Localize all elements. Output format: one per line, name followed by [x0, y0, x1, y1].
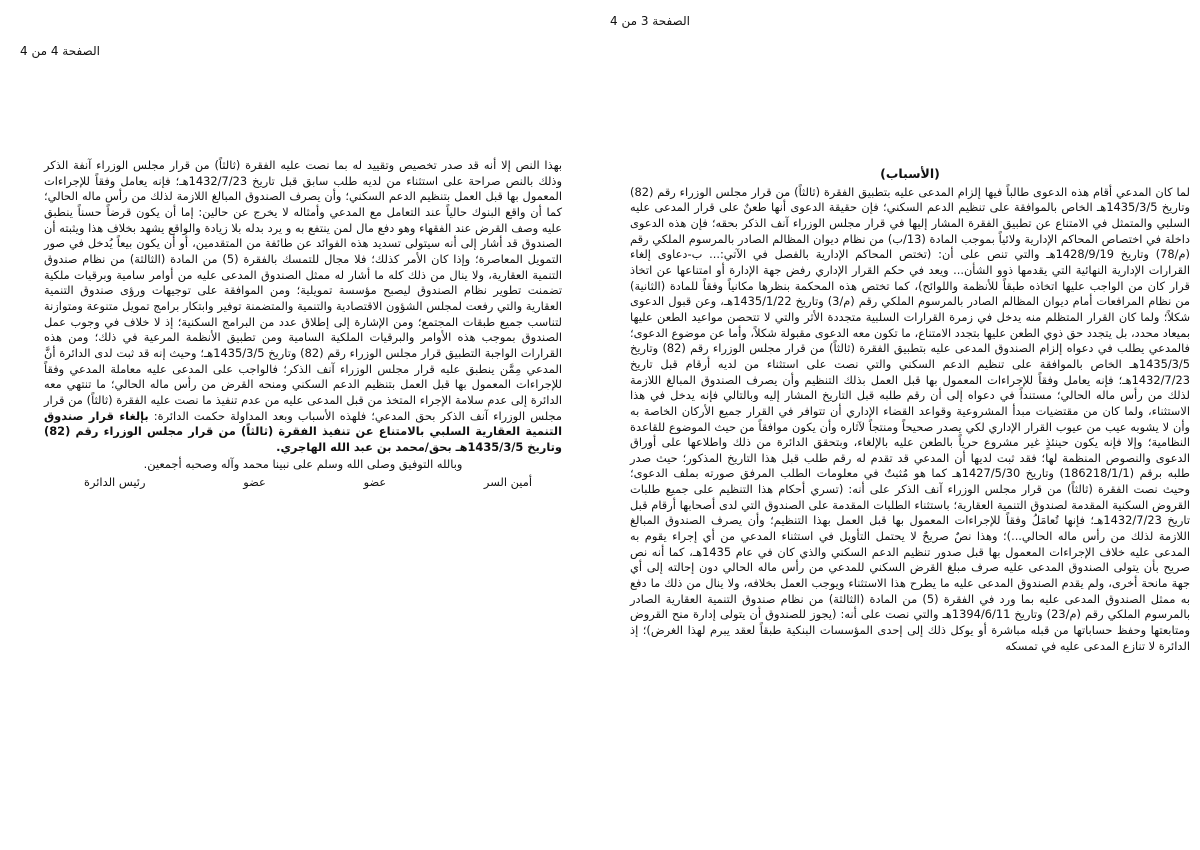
page-number: الصفحة 3 من 4 [610, 14, 690, 28]
signature-secretary: أمين السر [483, 475, 532, 490]
judgment-text [44, 158, 562, 491]
reasons-paragraph: لما كان المدعي أقام هذه الدعوى طالباً فيها إلزام المدعى عليه بتطبيق الفقرة (ثالثاً) من قرار مجلس الوزراء رقم (82) وتاريخ 1435/3/5هـ الخاص بالموافقة على تنظيم الدعم السكني؛ فإن حقيقة الدعوى أنها طعنٌ على قرار المدعى عليه السلبي والمتمثل في الامتناع عن تطبيق الفقرة المشار إليها في قرار مجلس الوزراء آنف الذكر بحقه؛ فإن هذه الدعوى داخلة في اختصاص المحاكم الإدارية ولائياً بموجب المادة (13/ب) من نظام ديوان المظالم الصادر بالمرسوم الملكي رقم (م/78) وتاريخ 1428/9/19هـ والتي تنص على أن: (تختص المحاكم الإدارية بالفصل في الآتي:... ب-دعاوى إلغاء القرارات الإدارية النهائية التي يقدمها ذوو الشأن... ويعد في حكم القرار الإداري رفض جهة الإدارة أو امتناعها عن اتخاذ قرار كان من الواجب عليها اتخاذه طبقاً للأنظمة واللوائح)، كما تختص هذه المحكمة بنظرها مكانياً وفقاً للمادة (الثانية) من نظام المرافعات أمام ديوان المظالم الصادر بالمرسوم الملكي رقم (م/3) وتاريخ 1435/1/22هـ، وعن قبول الدعوى شكلاً؛ ولما كان القرار المتظلم منه يدخل في زمرة القرارات السلبية متجددة الأثر والتي لا تتحصن مواعيد الطعن عليها بميعاد محدد، بل يتجدد حق ذوي الطعن عليها بتجدد الامتناع، ما تكون معه الدعوى مقبولة شكلاً، وأما عن موضوع الدعوى؛ فالمدعي يطلب في دعواه إلزام الصندوق المدعى عليه بتطبيق الفقرة (ثالثاً) من قرار مجلس الوزراء رقم (82) وتاريخ 1435/3/5هـ الخاص بالموافقة على تنظيم الدعم السكني والتي نصت على استثناء من لديه أرقام قبل تاريخ 1432/7/23هـ؛ فإنه يعامل وفقاً للإجراءات المعمول بها قبل العمل بذلك التنظيم وأن يصرف الصندوق المبالغ اللازمة لذلك من رأس ماله الحالي؛ مستنداً في دعواه إلى أن رقم طلبه قبل التاريخ المشار إليه وبالتالي فإنه يدخل في هذا الاستثناء، ولما كان من مقتضيات مبدأ المشروعية وقواعد القضاء الإداري أن تتوافر في القرار جميع الأركان الخاصة به وأن لا يشوبه عيب من عيوب القرار الإداري لكي يصدر صحيحاً ومنتجاً لآثاره وأن يكون موافقاً من حيث الموضوع للقاعدة النظامية؛ وإلا فإنه يكون حينئذٍ غير مشروع حرياً بالطعن عليه بالإلغاء، وبتحقق الدائرة من ذلك واطلاعها على أوراق الدعوى والنصوص المنظمة لها؛ فقد ثبت لديها أن المدعي قد تقدم له رقم طلب قبل هذا التاريخ المذكور؛ حيث صدر طلبه برقم (186218/1/1) وتاريخ 1427/5/30هـ كما هو مُثبتٌ في معلومات الطلب المرفق صورته بملف الدعوى؛ وحيث نصت الفقرة (ثالثاً) من قرار مجلس الوزراء آنف الذكر على أنه: (تسري أحكام هذا التنظيم على جميع طلبات القروض السكنية المقدمة لصندوق التنمية العقارية؛ باستثناء الطلبات المقدمة على الصندوق التي لدى أصحابها أرقام قبل تاريخ 1432/7/23هـ؛ فإنها تُعامَلُ وفقاً للإجراءات المعمول بها قبل العمل بهذا التنظيم؛ وأن يصرف الصندوق المبالغ اللازمة لذلك من رأس ماله الحالي...)؛ وهذا نصٌ صريحٌ لا يحتمل التأويل في استثناء المدعي من أي إجراء يقوم به المدعى عليه خلاف الإجراءات المعمول بها قبل صدور تنظيم الدعم السكني والذي كان في عام 1435هـ، كما أنه نص صريح بأن يتولى الصندوق المدعى عليه صرف مبلغ القرض السكني للمدعي من رأس ماله الحالي دون إحالته إلى أي جهة مانحة أخرى، ولم يقدم الصندوق المدعى عليه ما يطرح هذا الاستثناء ويوجب العمل بخلافه، ولا ينال من ذلك ما دفع به ممثل الصندوق المدعى عليه بما ورد في الفقرة (5) من المادة (الثالثة) من نظام صندوق التنمية العقارية الصادر بالمرسوم الملكي رقم (م/23) وتاريخ 1394/6/11هـ والتي نصت على أنه: (يجوز للصندوق أن يتولى إدارة منح القروض ومتابعتها وحفظ حساباتها من قبله مباشرة أو يوكل ذلك إلى إحدى المؤسسات البنكية طبقاً لعقد يبرم لهذا الغرض)؛ إذ الدائرة لا تنازع المدعى عليه في تمسكه [630, 184, 1191, 653]
reasons-continuation [44, 158, 562, 455]
reasons-paragraph: بهذا النص إلا أنه قد صدر تخصيص وتقييد له بما نصت عليه الفقرة (ثالثاً) من قرار مجلس الوزراء آنفة الذكر وذلك بالنص صراحة على استثناء من لديه طلب سابق قبل تاريخ 1432/7/23هـ؛ فإنه يعامل وفقاً للإجراءات المعمول بها قبل العمل بتنظيم الدعم السكني؛ وأن يصرف الصندوق المبالغ اللازمة لذلك من رأس ماله الحالي؛ كما أن واقع البنوك حالياً عند التعامل مع المدعي وأمثاله لا يخرج عن حالين: إما أن يكون قرضاً حسناً ينطبق عليه وصف القرض عند الفقهاء وهو دفع مال لمن ينتفع به و يرد بدله بلا زيادة والواقع يشهد بخلاف هذا ويثبته أن الصندوق قد أشار إلى أنه سيتولى تسديد هذه الفوائد عن طائفة من المتقدمين، أو أن يكون بيعاً يُدخل في صور التمويل المعاصرة؛ وإذا كان الأمر كذلك؛ فلا مجال للتمسك بالفقرة (5) من المادة (الثالثة) من نظام صندوق التنمية العقارية، ولا ينال من ذلك كله ما أشار له ممثل الصندوق المدعى عليه من أوامر سامية وبرقيات ملكية تضمنت تطوير نظام الصندوق ليصبح مؤسسة تمويلية؛ ومن الموافقة على توجيهات ورؤى صندوق التنمية العقارية والتي رفعت لمجلس الشؤون الاقتصادية والتنمية والمتضمنة توفير وابتكار برامج تمويل متنوعة ومتوازنة لتناسب جميع طبقات المجتمع؛ ومن الإشارة إلى إطلاق عدد من البرامج السكنية؛ إذ لا خلاف في وجوب عمل الصندوق بموجب هذه الأوامر والبرقيات الملكية السامية ومن تطبيق الأنظمة المرعية في ذلك؛ ومن هذه القرارات الواجبة التطبيق قرار مجلس الوزراء رقم (82) وتاريخ 1435/3/5هـ؛ وحيث إنه قد ثبت لدى الدائرة أنَّ المدعي مِمَّن ينطبق عليه قرار مجلس الوزراء آنف الذكر؛ فالواجب على المدعى عليه معاملة المدعي وفقاً للإجراءات المعمول بها قبل العمل بتنظيم الدعم السكني ومنحه القرض من رأس ماله الحالي؛ ما تنتهي معه الدائرة إلى عدم سلامة الإجراء المتخذ من قبل المدعى عليه من عدم تنفيذ ما نصت عليه الفقرة (ثالثاً) من قرار مجلس الوزراء آنف الذكر بحق المدعي؛ فلهذه الأسباب وبعد المداولة حكمت الدائرة: [44, 158, 562, 423]
ruling-text: بإلغاء قرار صندوق التنمية العقارية السلبي بالامتناع عن تنفيذ الفقرة (ثالثاً) من قرار مجلس الوزراء رقم (82) وتاريخ 1435/3/5هـ بحق/محمد بن عبد الله الهاجري. [44, 408, 562, 454]
reasons-heading: (الأسباب) [880, 166, 940, 181]
right-page [600, 0, 1200, 850]
signature-member-1: عضو [363, 475, 387, 490]
reasons-text [630, 166, 1190, 654]
signature-member-2: عضو [243, 475, 266, 490]
signature-chair: رئيس الدائرة [84, 475, 146, 490]
page-number: الصفحة 4 من 4 [20, 44, 100, 58]
closing-prayer: وبالله التوفيق وصلى الله وسلم على نبينا محمد وآله وصحبه أجمعين. [143, 457, 463, 472]
signature-block [44, 475, 562, 491]
